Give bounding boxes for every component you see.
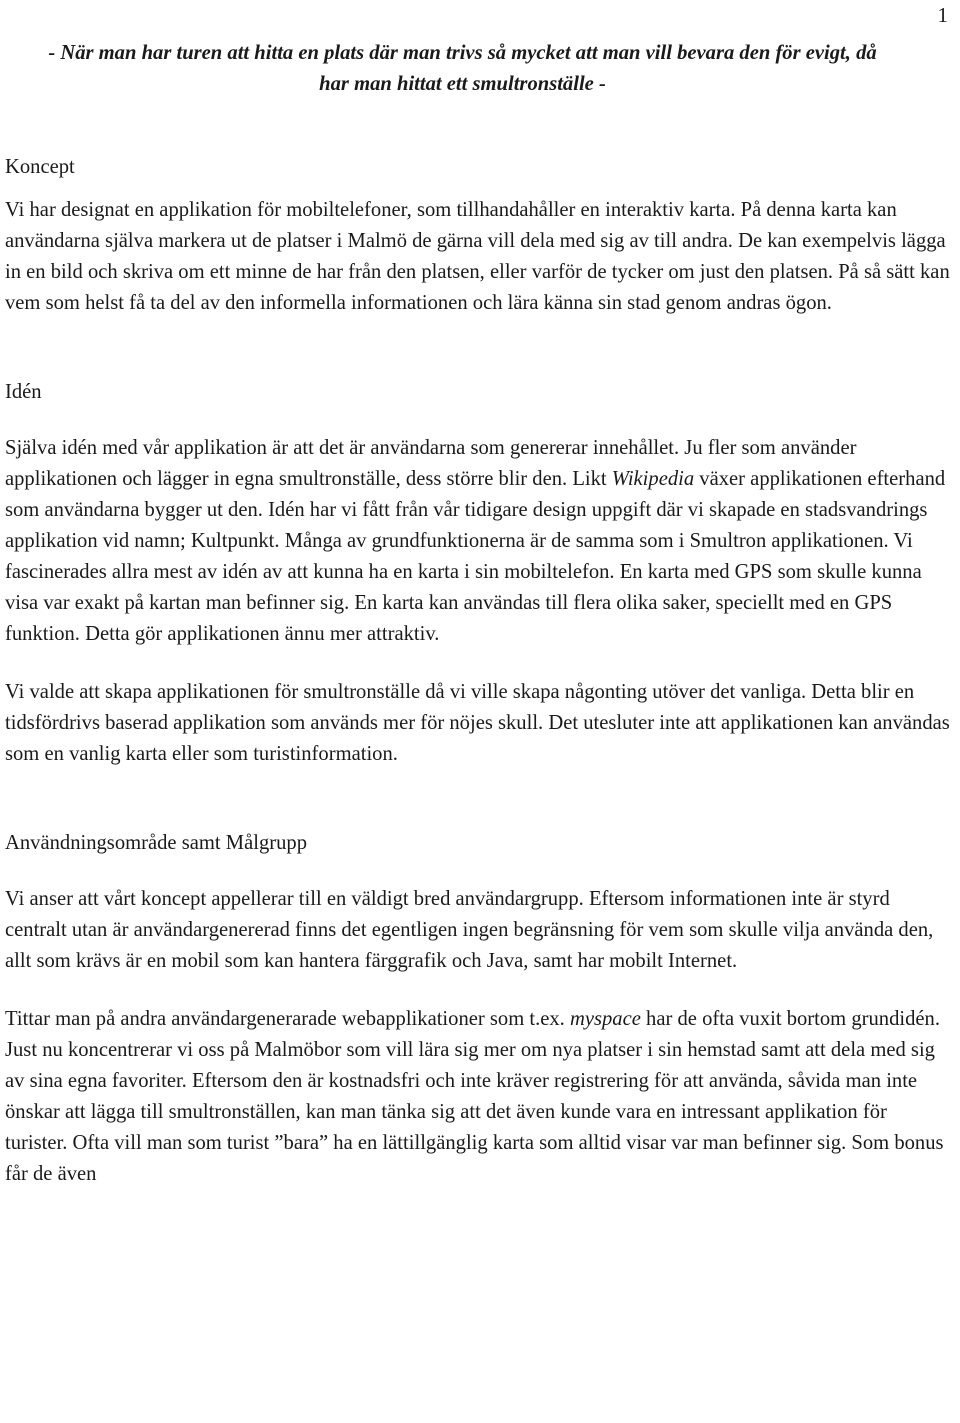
iden-paragraph-1: [5, 433, 950, 650]
motto-line-2: har man hittat ett smultronställe -: [319, 73, 606, 95]
section-anvandning: [5, 828, 950, 1190]
anvandning-paragraph-2-part-b: har de ofta vuxit bortom grundidén. Just nu koncentrerar vi oss på Malmöbor som vill lära sig mer om nya platser i sin hemstad samt att dela med sig av sina egna favoriter. Eftersom den är kostnadsfri och inte kräver registrering för att använda, såvida man inte önskar att lägga till smultronställen, kan man tänka sig att det även kunde vara en intressant applikation för turister. Ofta vill man som turist ”bara” ha en lättillgänglig karta som alltid visar var man befinner sig. Som bonus får de även: [5, 1008, 944, 1185]
heading-anvandning: Användningsområde samt Målgrupp: [5, 832, 307, 854]
page-number: 1: [937, 3, 948, 27]
iden-paragraph-1-part-b: växer applikationen efterhand som användarna bygger ut den. Idén har vi fått från vår tidigare design uppgift där vi skapade en stadsvandrings applikation vid namn; Kultpunkt. Många av grundfunktionerna är de samma som i Smultron applikationen. Vi fascinerades allra mest av idén av att kunna ha en karta i sin mobiltelefon. En karta med GPS som skulle kunna visa var exakt på kartan man befinner sig. En karta kan användas till flera olika saker, speciellt med en GPS funktion. Detta gör applikationen ännu mer attraktiv.: [5, 468, 946, 645]
section-iden: [5, 377, 950, 770]
anvandning-paragraph-1: Vi anser att vårt koncept appellerar till en väldigt bred användargrupp. Eftersom informationen inte är styrd centralt utan är användargenererad finns det egentligen ingen begränsning för vem som skulle vilja använda den, allt som krävs är en mobil som kan hantera färggrafik och Java, samt har mobilt Internet.: [5, 888, 934, 972]
heading-iden: Idén: [5, 381, 42, 403]
iden-paragraph-2: Vi valde att skapa applikationen för smultronställe då vi ville skapa någonting utöver det vanliga. Detta blir en tidsfördrivs baserad applikation som används mer för nöjes skull. Det utesluter inte att applikationen kan användas som en vanlig karta eller som turistinformation.: [5, 681, 950, 765]
motto-line-1: - När man har turen att hitta en plats där man trivs så mycket att man vill bevara den för evigt, då: [48, 42, 877, 64]
anvandning-paragraph-2-part-a: Tittar man på andra användargenerarade webapplikationer som t.ex.: [5, 1008, 570, 1030]
heading-koncept: Koncept: [5, 156, 75, 178]
wikipedia-emphasis: Wikipedia: [611, 468, 695, 490]
motto: [5, 38, 950, 100]
section-koncept: [5, 152, 950, 319]
myspace-emphasis: myspace: [569, 1008, 641, 1030]
iden-paragraph-1-part-a: Själva idén med vår applikation är att det är användarna som genererar innehållet. Ju fler som använder applikationen och lägger in egna smultronställe, dess större blir den. Likt: [5, 437, 857, 490]
anvandning-paragraph-2: [5, 1004, 950, 1190]
koncept-paragraph-1: Vi har designat en applikation för mobiltelefoner, som tillhandahåller en interaktiv karta. På denna karta kan användarna själva markera ut de platser i Malmö de gärna vill dela med sig av till andra. De kan exempelvis lägga in en bild och skriva om ett minne de har från den platsen, eller varför de tycker om just den platsen. På så sätt kan vem som helst få ta del av den informella informationen och lära känna sin stad genom andras ögon.: [5, 199, 950, 314]
document-body: [5, 38, 950, 1190]
